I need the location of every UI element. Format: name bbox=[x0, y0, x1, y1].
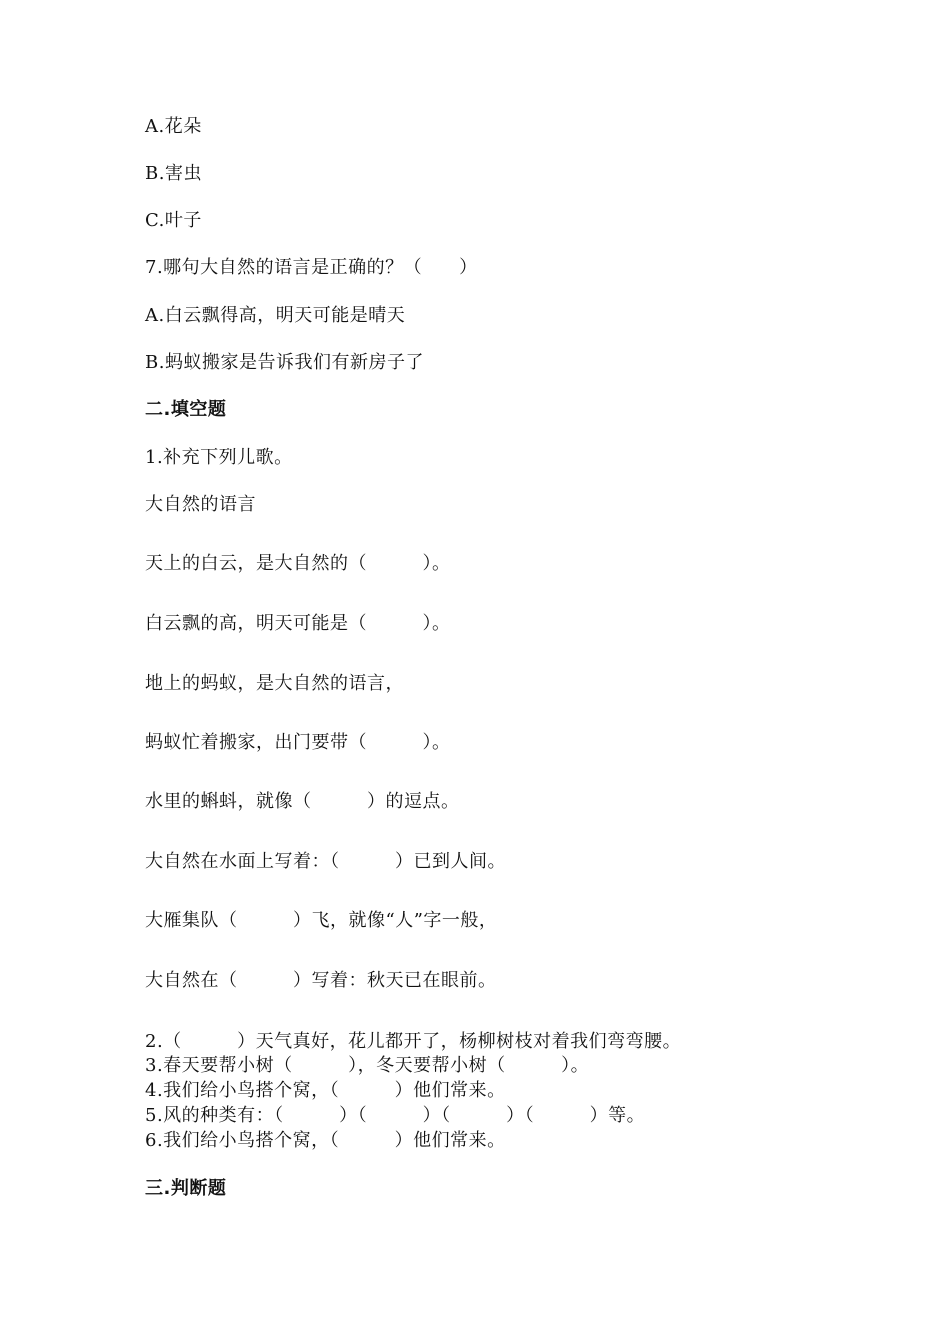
question-7-option-b: B.蚂蚁搬家是告诉我们有新房子了 bbox=[145, 352, 424, 373]
question-7: 7.哪句大自然的语言是正确的？（ ） bbox=[145, 257, 478, 278]
option-a-flowers: A.花朵 bbox=[145, 116, 202, 137]
poem-line: 水里的蝌蚪，就像（ ）的逗点。 bbox=[145, 791, 460, 812]
fill-q1-prompt: 1.补充下列儿歌。 bbox=[145, 447, 293, 468]
poem-line: 大自然在水面上写着：（ ）已到人间。 bbox=[145, 851, 506, 872]
fill-q5: 5.风的种类有：（ ）（ ）（ ）（ ）等。 bbox=[145, 1105, 646, 1126]
poem-line: 大自然在（ ）写着：秋天已在眼前。 bbox=[145, 970, 497, 991]
fill-q3: 3.春天要帮小树（ ），冬天要帮小树（ ）。 bbox=[145, 1055, 590, 1076]
poem-line: 蚂蚁忙着搬家，出门要带（ ）。 bbox=[145, 732, 451, 753]
section-3-title: 三.判断题 bbox=[145, 1178, 227, 1199]
option-c-leaves: C.叶子 bbox=[145, 210, 202, 231]
poem-title: 大自然的语言 bbox=[145, 494, 256, 515]
poem-line: 大雁集队（ ）飞，就像“人”字一般， bbox=[145, 910, 498, 931]
poem-line: 天上的白云，是大自然的（ ）。 bbox=[145, 553, 451, 574]
fill-q6: 6.我们给小鸟搭个窝，（ ）他们常来。 bbox=[145, 1130, 506, 1151]
poem-line: 地上的蚂蚁，是大自然的语言， bbox=[145, 673, 404, 694]
question-7-option-a: A.白云飘得高，明天可能是晴天 bbox=[145, 305, 406, 326]
fill-q4: 4.我们给小鸟搭个窝，（ ）他们常来。 bbox=[145, 1080, 506, 1101]
fill-q2: 2.（ ）天气真好，花儿都开了，杨柳树枝对着我们弯弯腰。 bbox=[145, 1031, 682, 1052]
poem-line: 白云飘的高，明天可能是（ ）。 bbox=[145, 613, 451, 634]
option-b-pests: B.害虫 bbox=[145, 163, 202, 184]
section-2-title: 二.填空题 bbox=[145, 399, 227, 420]
